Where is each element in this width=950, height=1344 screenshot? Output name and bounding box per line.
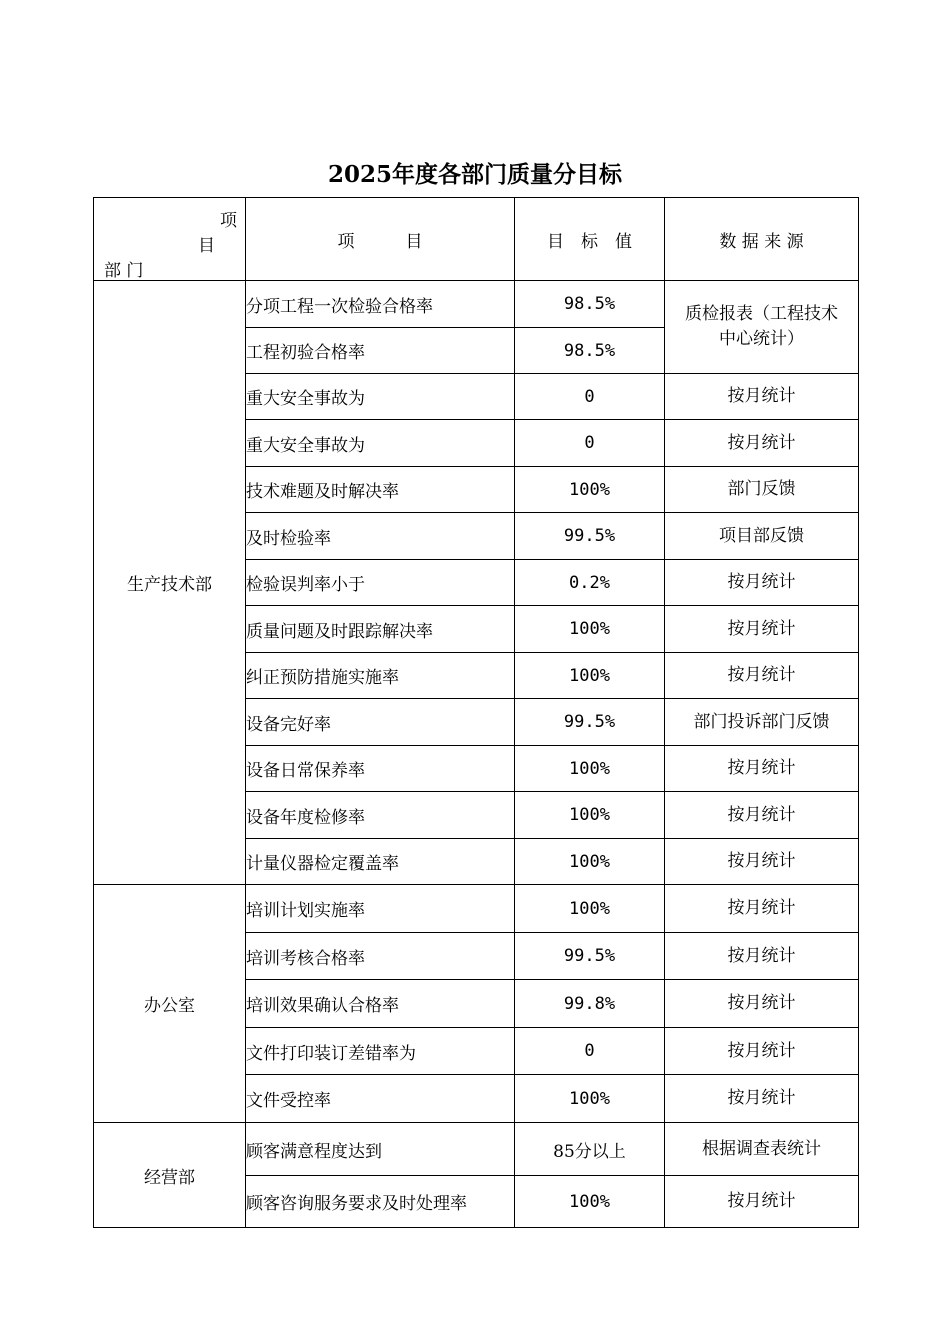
item-cell: 计量仪器检定覆盖率 <box>246 839 515 885</box>
corner-label-department: 部 门 <box>104 261 144 281</box>
department-cell: 办公室 <box>94 885 246 1123</box>
target-cell: 0 <box>515 374 665 420</box>
target-cell: 100% <box>515 653 665 699</box>
target-cell: 99.5% <box>515 699 665 746</box>
item-cell: 顾客满意程度达到 <box>246 1123 515 1176</box>
corner-label-item-mid: 目 <box>198 236 215 256</box>
target-cell: 100% <box>515 885 665 933</box>
header-source: 数 据 来 源 <box>665 198 859 281</box>
target-cell: 99.8% <box>515 980 665 1028</box>
target-cell: 100% <box>515 792 665 839</box>
source-cell: 按月统计 <box>665 606 859 653</box>
source-cell: 部门投诉部门反馈 <box>665 699 859 746</box>
department-cell: 经营部 <box>94 1123 246 1228</box>
target-cell: 100% <box>515 606 665 653</box>
item-cell: 工程初验合格率 <box>246 328 515 374</box>
source-cell: 根据调查表统计 <box>665 1123 859 1176</box>
source-line: 中心统计） <box>719 329 804 349</box>
source-cell: 按月统计 <box>665 374 859 420</box>
source-cell: 按月统计 <box>665 653 859 699</box>
table-row <box>94 1123 859 1176</box>
item-cell: 培训计划实施率 <box>246 885 515 933</box>
page-title: 2025年度各部门质量分目标 <box>327 161 622 188</box>
item-cell: 技术难题及时解决率 <box>246 467 515 513</box>
item-cell: 文件受控率 <box>246 1075 515 1123</box>
source-cell: 按月统计 <box>665 1176 859 1228</box>
target-cell: 99.5% <box>515 513 665 560</box>
target-cell: 98.5% <box>515 328 665 374</box>
item-cell: 检验误判率小于 <box>246 560 515 606</box>
target-cell: 0 <box>515 1028 665 1075</box>
item-cell: 顾客咨询服务要求及时处理率 <box>246 1176 515 1228</box>
header-target: 目 标 值 <box>515 198 665 281</box>
item-cell: 文件打印装订差错率为 <box>246 1028 515 1075</box>
item-cell: 设备完好率 <box>246 699 515 746</box>
table-row <box>94 885 859 933</box>
header-row <box>94 198 859 281</box>
corner-header-cell <box>94 198 246 281</box>
target-cell: 99.5% <box>515 933 665 980</box>
target-cell: 98.5% <box>515 281 665 328</box>
source-cell: 按月统计 <box>665 560 859 606</box>
source-cell: 按月统计 <box>665 980 859 1028</box>
item-cell: 分项工程一次检验合格率 <box>246 281 515 328</box>
table-row <box>94 281 859 328</box>
header-item: 项 目 <box>246 198 515 281</box>
item-cell: 重大安全事故为 <box>246 374 515 420</box>
source-cell: 按月统计 <box>665 746 859 792</box>
source-cell: 按月统计 <box>665 933 859 980</box>
source-cell: 按月统计 <box>665 839 859 885</box>
source-cell: 按月统计 <box>665 792 859 839</box>
target-cell: 100% <box>515 1075 665 1123</box>
item-cell: 培训效果确认合格率 <box>246 980 515 1028</box>
item-cell: 纠正预防措施实施率 <box>246 653 515 699</box>
target-cell: 100% <box>515 746 665 792</box>
target-cell: 100% <box>515 1176 665 1228</box>
source-cell: 项目部反馈 <box>665 513 859 560</box>
item-cell: 重大安全事故为 <box>246 420 515 467</box>
source-cell: 部门反馈 <box>665 467 859 513</box>
item-cell: 质量问题及时跟踪解决率 <box>246 606 515 653</box>
corner-label-item-top: 项 <box>220 211 237 231</box>
item-cell: 及时检验率 <box>246 513 515 560</box>
quality-goals-table <box>93 197 859 1228</box>
target-cell: 0 <box>515 420 665 467</box>
source-cell: 按月统计 <box>665 420 859 467</box>
source-line: 质检报表（工程技术 <box>685 304 838 324</box>
target-cell: 100% <box>515 467 665 513</box>
item-cell: 设备年度检修率 <box>246 792 515 839</box>
target-cell: 0.2% <box>515 560 665 606</box>
department-cell: 生产技术部 <box>94 281 246 885</box>
source-cell: 按月统计 <box>665 1028 859 1075</box>
item-cell: 设备日常保养率 <box>246 746 515 792</box>
item-cell: 培训考核合格率 <box>246 933 515 980</box>
target-cell: 100% <box>515 839 665 885</box>
source-cell <box>665 281 859 374</box>
source-cell: 按月统计 <box>665 885 859 933</box>
target-cell: 85分以上 <box>515 1123 665 1176</box>
source-cell: 按月统计 <box>665 1075 859 1123</box>
